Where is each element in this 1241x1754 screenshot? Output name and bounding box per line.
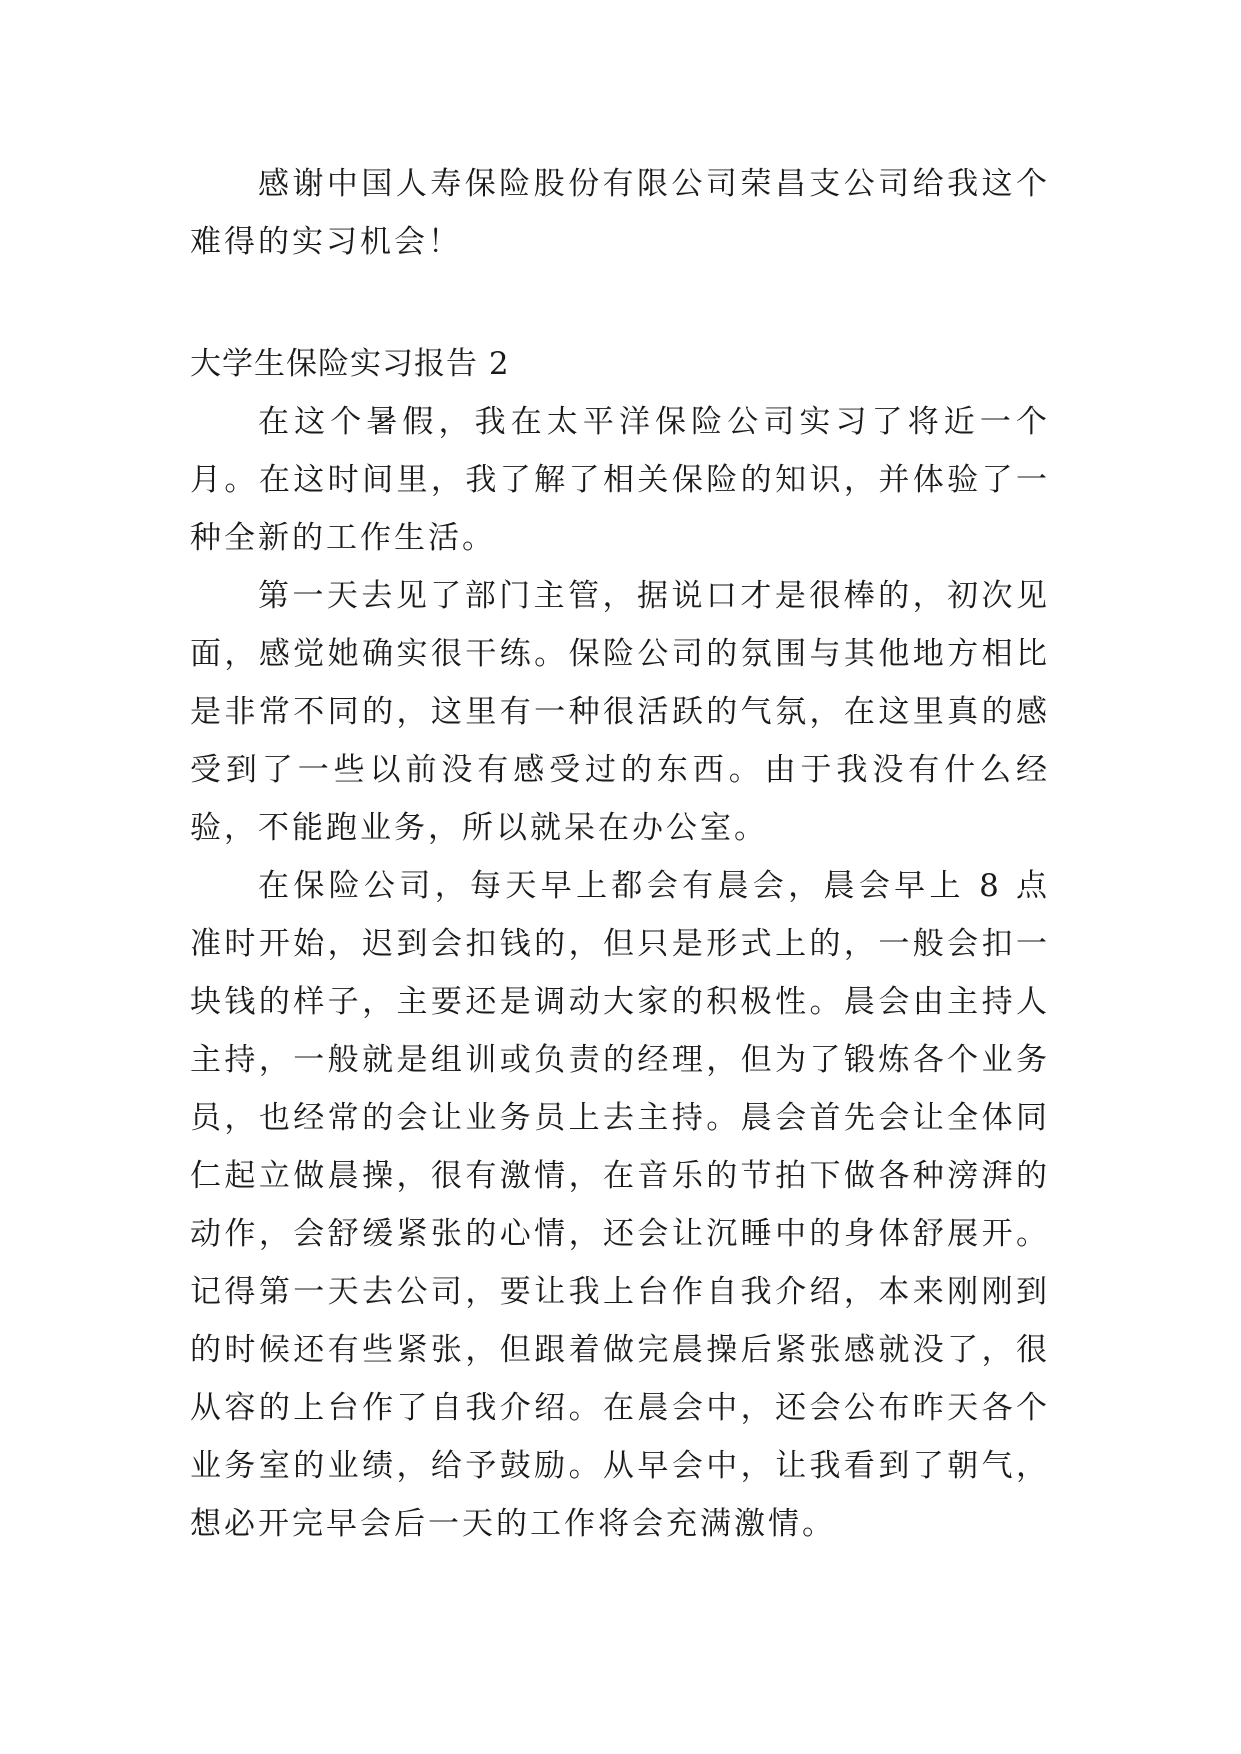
intro-section — [190, 155, 1050, 271]
report-section — [190, 335, 1050, 1553]
body-paragraph: 在保险公司，每天早上都会有晨会，晨会早上 8 点准时开始，迟到会扣钱的，但只是形式上的，一般会扣一块钱的样子，主要还是调动大家的积极性。晨会由主持人主持，一般就是组训或负责的经理，但为了锻炼各个业务员，也经常的会让业务员上去主持。晨会首先会让全体同仁起立做晨操，很有激情，在音乐的节拍下做各种滂湃的动作，会舒缓紧张的心情，还会让沉睡中的身体舒展开。记得第一天去公司，要让我上台作自我介绍，本来刚刚到的时候还有些紧张，但跟着做完晨操后紧张感就没了，很从容的上台作了自我介绍。在晨会中，还会公布昨天各个业务室的业绩，给予鼓励。从早会中，让我看到了朝气，想必开完早会后一天的工作将会充满激情。 — [190, 868, 1050, 1542]
body-paragraph: 第一天去见了部门主管，据说口才是很棒的，初次见面，感觉她确实很干练。保险公司的氛围与其他地方相比是非常不同的，这里有一种很活跃的气氛，在这里真的感受到了一些以前没有感受过的东西。由于我没有什么经验，不能跑业务，所以就呆在办公室。 — [190, 578, 1050, 846]
section-title: 大学生保险实习报告 2 — [190, 346, 510, 382]
body-paragraph: 在这个暑假，我在太平洋保险公司实习了将近一个月。在这时间里，我了解了相关保险的知识，并体验了一种全新的工作生活。 — [190, 404, 1050, 556]
intro-paragraph: 感谢中国人寿保险股份有限公司荣昌支公司给我这个难得的实习机会！ — [190, 166, 1050, 260]
